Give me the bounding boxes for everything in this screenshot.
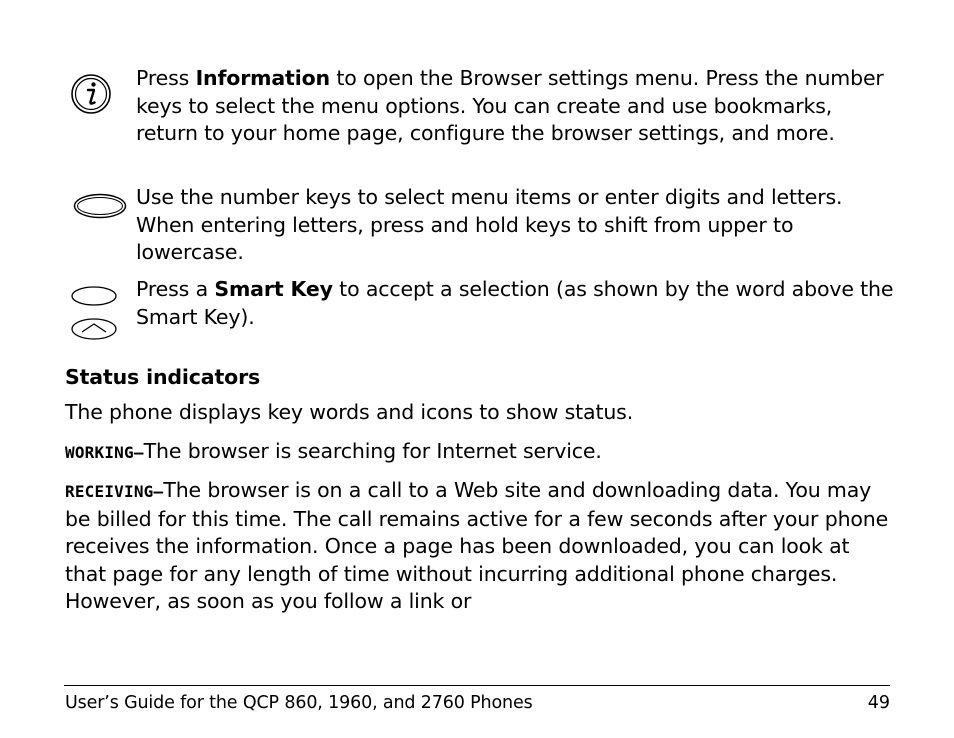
number-key-icon — [73, 193, 127, 219]
receiving-status: RECEIVING—The browser is on a call to a Web site and downloading data. You may be billed for this time. The call remains active for a few seconds after your phone receives the information. Once a page has been downloaded, you can look at that page for any length of time without incurring additional phone charges. However, as soon as you follow a link or — [65, 478, 889, 613]
smart-key-icon — [70, 284, 120, 344]
working-term: WORKING— — [65, 443, 144, 462]
number-keys-description: Use the number keys to select menu items or enter digits and letters. When entering letters, press and hold keys to shift from upper to lowercase. — [136, 185, 843, 264]
info-key-icon — [70, 73, 112, 115]
info-key-description: Press Information to open the Browser settings menu. Press the number keys to select the menu options. You can create and use bookmarks, return to your home page, configure the browser settings, and more. — [136, 66, 884, 145]
smart-key-description: Press a Smart Key to accept a selection (as shown by the word above the Smart Key). — [136, 277, 894, 329]
receiving-term: RECEIVING— — [65, 482, 164, 501]
footer-divider — [64, 685, 890, 686]
section-heading: Status indicators — [65, 365, 261, 389]
footer-title: User’s Guide for the QCP 860, 1960, and 2760 Phones — [65, 693, 533, 713]
page-number: 49 — [867, 693, 890, 713]
information-key-name: Information — [195, 66, 330, 90]
smart-key-name: Smart Key — [214, 277, 333, 301]
working-status: WORKING—The browser is searching for Internet service. — [65, 439, 602, 463]
status-intro: The phone displays key words and icons to show status. — [65, 400, 634, 424]
